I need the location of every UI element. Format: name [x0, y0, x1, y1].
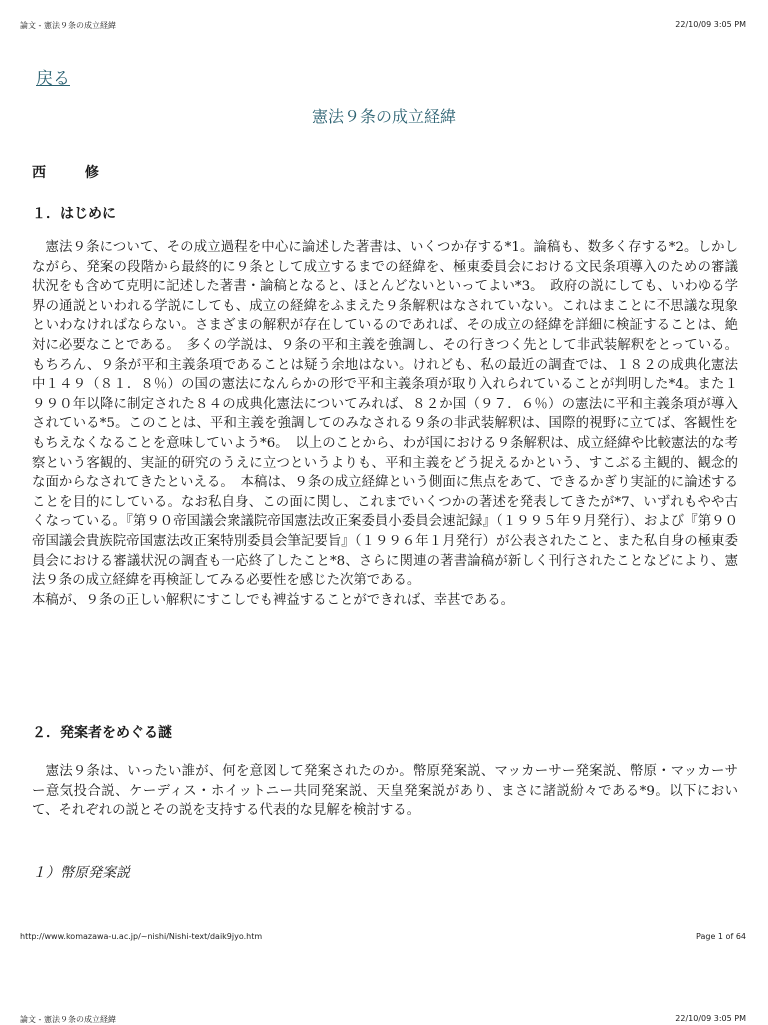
- print-header: [20, 20, 746, 31]
- page-title: 憲法９条の成立経緯: [311, 107, 456, 126]
- header-datetime: 22/10/09 3:05 PM: [675, 20, 746, 29]
- header-title: 論文 - 憲法９条の成立経緯: [20, 21, 116, 30]
- intro-text: [32, 238, 738, 610]
- subsection-heading-shidehara: １）幣原発案説: [32, 865, 130, 881]
- intro-closing: 本稿が、９条の正しい解釈にすこしでも裨益することができれば、幸甚である。: [32, 592, 515, 608]
- print-footer: [20, 932, 746, 941]
- next-header-datetime: 22/10/09 3:05 PM: [675, 1014, 746, 1023]
- footer-url: http://www.komazawa-u.ac.jp/~nishi/Nishi-text/daik9jyo.htm: [20, 932, 263, 941]
- next-header-title: 論文 - 憲法９条の成立経緯: [20, 1015, 116, 1024]
- back-link[interactable]: 戻る: [36, 69, 70, 89]
- page-number: Page 1 of 64: [696, 932, 746, 941]
- section-heading-proposer: ２．発案者をめぐる謎: [32, 725, 172, 741]
- section-heading-intro: １．はじめに: [32, 206, 116, 222]
- intro-paragraph: 憲法９条について、その成立過程を中心に論述した著書は、いくつか存する*1。論稿も、数多く存する*2。しかしながら、発案の段階から最終的に９条として成立するまでの経緯を、極東委員会における文民条項導入のための審議状況をも含めて克明に記述した著書・論稿となると、ほとんどないといってよい*3。 政府の説にしても、いわゆる学界の通説といわれる学説にしても、成立の経緯をふまえた９条解釈はなされていない。これはまことに不思議な現象といわなければならない。さまざまの解釈が存在しているのであれば、その成立の経緯を詳細に検証することは、絶対に必要なことである。 多くの学説は、９条の平和主義を強調し、その行きつく先として非武装解釈をとっている。もちろん、９条が平和主義条項であることは疑う余地はない。けれども、私の最近の調査では、１８２の成典化憲法中１４９（８１．８％）の国の憲法になんらかの形で平和主義条項が取り入れられていることが判明した*4。また１９９０年以降に制定された８４の成典化憲法についてみれば、８２か国（９７．６％）の憲法に平和主義条項が導入されている*5。このことは、平和主義を強調してのみなされる９条の非武装解釈は、国際的視野に立てば、客観性をもちえなくなることを意味していよう*6。 以上のことから、わが国における９条解釈は、成立経緯や比較憲法的な考察という客観的、実証的研究のうえに立つというよりも、平和主義をどう捉えるかという、すこぶる主観的、観念的な面からなされてきたといえる。 本稿は、９条の成立経緯という側面に焦点をあて、できるかぎり実証的に論述することを目的にしている。なお私自身、この面に関し、これまでいくつかの著述を発表してきたが*7、いずれもやや古くなっている。『第９０帝国議会衆議院帝国憲法改正案委員小委員会速記録』（１９９５年９月発行）、および『第９０帝国議会貴族院帝国憲法改正案特別委員会筆記要旨』（１９９６年１月発行）が公表されたこと、また私自身の極東委員会における審議状況の調査も一応終了したこと*8、さらに関連の著書論稿が新しく刊行されたことなどにより、憲法９条の成立経緯を再検証してみる必要性を感じた次第である。: [32, 240, 738, 589]
- author-name: 西 修: [32, 165, 99, 181]
- next-page-header: [20, 1014, 746, 1025]
- proposer-paragraph: 憲法９条は、いったい誰が、何を意図して発案されたのか。幣原発案説、マッカーサー発案説、幣原・マッカーサー意気投合説、ケーディス・ホイットニー共同発案説、天皇発案説があり、まさに諸説紛々である*9。以下において、それぞれの説とその説を支持する代表的な見解を検討する。: [32, 764, 738, 819]
